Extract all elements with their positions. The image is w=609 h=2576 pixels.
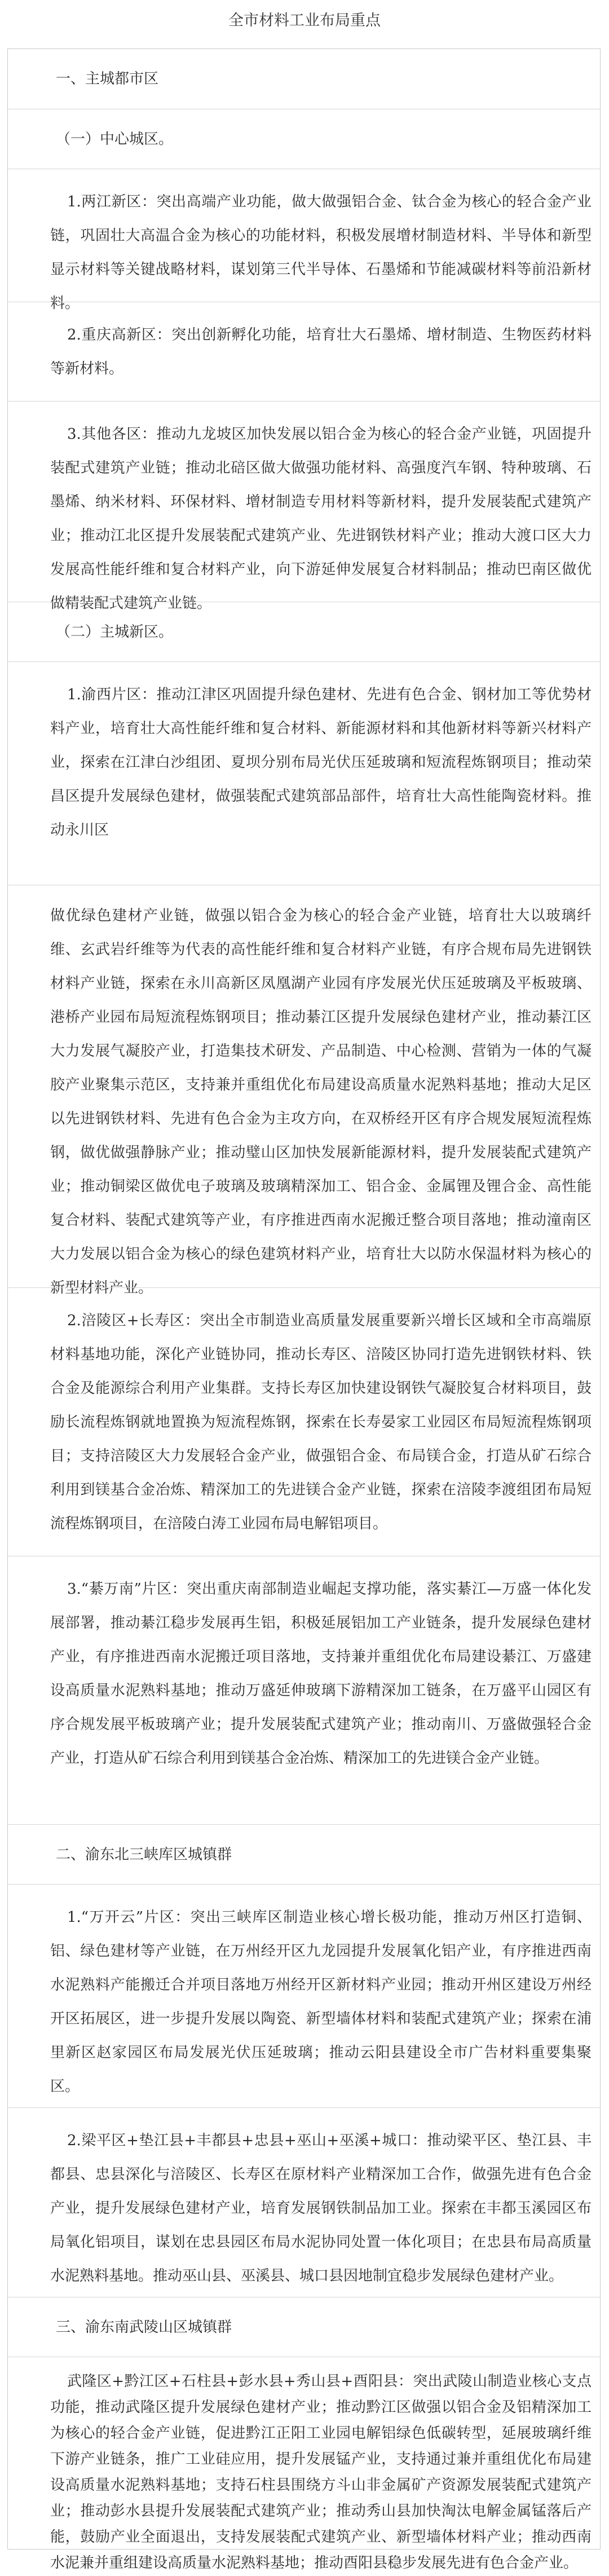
paragraph-row [8,1556,600,1824]
subsection-heading-row [8,109,600,169]
paragraph: 做优绿色建材产业链，做强以铝合金为核心的轻合金产业链，培育壮大以玻璃纤维、玄武岩纤维等为代表的高性能纤维和复合材料产业链，有序合规布局先进钢铁材料产业链，探索在永川高新区凤凰湖产业园有序发展光伏压延玻璃及平板玻璃、港桥产业园布局短流程炼钢项目；推动綦江区提升发展绿色建材产业，推动綦江区大力发展气凝胶产业，打造集技术研发、产品制造、中心检测、营销为一体的气凝胶产业聚集示范区，支持兼并重组优化布局建设高质量水泥熟料基地；推动大足区以先进钢铁材料、先进有色合金为主攻方向，在双桥经开区有序合规发展短流程炼钢，做优做强静脉产业；推动璧山区加快发展新能源材料，提升发展装配式建筑产业；推动铜梁区做优电子玻璃及玻璃精深加工、铝合金、金属锂及锂合金、高性能复合材料、装配式建筑等产业，有序推进西南水泥搬迁整合项目落地；推动潼南区大力发展以铝合金为核心的绿色建筑材料产业，培育壮大以防水保温材料为核心的新型材料产业。 [50,907,592,1296]
section-heading-row [8,49,600,109]
section-heading: 二、渝东北三峡库区城镇群 [56,1846,232,1863]
document-title: 全市材料工业布局重点 [228,12,381,29]
paragraph-row [8,1287,600,1556]
paragraph-row [8,302,600,401]
section-heading-row [8,2297,600,2357]
paragraph: 3.“綦万南”片区：突出重庆南部制造业崛起支撑功能，落实綦江—万盛一体化发展部署，推动綦江稳步发展再生铝，积极延展铝加工产业链条，提升发展绿色建材产业，有序推进西南水泥搬迁项目落地，支持兼并重组优化布局建设綦江、万盛建设高质量水泥熟料基地；推动万盛延伸玻璃下游精深加工链条，在万盛平山园区有序合规发展平板玻璃产业；提升发展装配式建筑产业；推动南川、万盛做强轻合金产业，打造从矿石综合利用到镁基合金冶炼、精深加工的先进镁合金产业链。 [50,1581,592,1767]
paragraph: 1.渝西片区：推动江津区巩固提升绿色建材、先进有色合金、钢材加工等优势材料产业，培育壮大高性能纤维和复合材料、新能源材料和其他新材料等新兴材料产业，探索在江津白沙组团、夏坝分别布局光伏压延玻璃和短流程炼钢项目；推动荣昌区提升发展绿色建材，做强装配式建筑部品部件，培育壮大高性能陶瓷材料。推动永川区 [50,686,592,839]
paragraph-row [8,2357,600,2571]
paragraph: 2.重庆高新区：突出创新孵化功能，培育壮大石墨烯、增材制造、生物医药材料等新材料。 [50,327,592,377]
paragraph-row [8,2107,600,2297]
paragraph: 3.其他各区：推动九龙坡区加快发展以铝合金为核心的轻合金产业链，巩固提升装配式建筑产业链；推动北碚区做大做强功能材料、高强度汽车钢、特种玻璃、石墨烯、纳米材料、环保材料、增材制造专用材料等新材料，提升发展装配式建筑产业；推动江北区提升发展装配式建筑产业、先进钢铁材料产业；推动大渡口区大力发展高性能纤维和复合材料产业，向下游延伸发展复合材料制品；推动巴南区做优做精装配式建筑产业链。 [50,426,592,612]
section-heading: 一、主城都市区 [56,70,159,87]
paragraph-row [8,661,600,885]
section-heading: 三、渝东南武陵山区城镇群 [56,2319,232,2336]
paragraph: 1.两江新区：突出高端产业功能，做大做强铝合金、钛合金为核心的轻合金产业链，巩固壮大高温合金为核心的功能材料，积极发展增材制造材料、半导体和新型显示材料等关键战略材料，谋划第三代半导体、石墨烯和节能减碳材料等前沿新材料。 [50,193,592,312]
subsection-heading: （一）中心城区。 [56,131,174,148]
paragraph: 武隆区+黔江区+石柱县+彭水县+秀山县+酉阳县：突出武陵山制造业核心支点功能，推动武隆区提升发展绿色建材产业；推动黔江区做强以铝合金及铝精深加工为核心的轻合金产业链，促进黔江正阳工业园电解铝绿色低碳转型，延展玻璃纤维下游产业链条，推广工业硅应用，提升发展锰产业，支持通过兼并重组优化布局建设高质量水泥熟料基地；支持石柱县围绕方斗山非金属矿产资源发展装配式建筑产业；推动彭水县提升发展装配式建筑产业；推动秀山县加快淘汰电解金属锰落后产能，鼓励产业全面退出，支持发展装配式建筑产业、新型墙体材料产业；推动西南水泥兼并重组建设高质量水泥熟料基地；推动酉阳县稳步发展先进有色合金产业。 [50,2373,592,2571]
paragraph: 1.“万开云”片区：突出三峡库区制造业核心增长极功能，推动万州区打造铜、铝、绿色建材等产业链，在万州经开区九龙园提升发展氧化铝产业，有序推进西南水泥熟料产能搬迁合并项目落地万州经开区新材料产业园；推动开州区建设万州经开区拓展区，进一步提升发展以陶瓷、新型墙体材料和装配式建筑产业；探索在浦里新区赵家园区布局发展光伏压延玻璃；推动云阳县建设全市广告材料重要集聚区。 [50,1909,592,2095]
paragraph: 2.涪陵区+长寿区：突出全市制造业高质量发展重要新兴增长区域和全市高端原材料基地功能，深化产业链协同，推动长寿区、涪陵区协同打造先进钢铁材料、铁合金及能源综合利用产业集群。支持长寿区加快建设钢铁气凝胶复合材料项目，鼓励长流程炼钢就地置换为短流程炼钢，探索在长寿晏家工业园区布局短流程炼钢项目；支持涪陵区大力发展轻合金产业，做强铝合金、布局镁合金，打造从矿石综合利用到镁基合金冶炼、精深加工的先进镁合金产业链，探索在涪陵李渡组团布局短流程炼钢项目，在涪陵白涛工业园布局电解铝项目。 [50,1312,592,1532]
paragraph-row [8,169,600,312]
paragraph-row [8,885,600,1296]
subsection-heading: （二）主城新区。 [56,624,174,641]
paragraph: 2.梁平区+垫江县+丰都县+忠县+巫山+巫溪+城口：推动梁平区、垫江县、丰都县、忠县深化与涪陵区、长寿区在原材料产业精深加工合作，做强先进有色合金产业，提升发展绿色建材产业，培育发展钢铁制品加工业。探索在丰都玉溪园区布局氧化铝项目，谋划在忠县园区布局水泥协同处置一体化项目；在忠县布局高质量水泥熟料基地。推动巫山县、巫溪县、城口县因地制宜稳步发展绿色建材产业。 [50,2132,592,2284]
subsection-heading-row [8,602,600,661]
content-table [7,48,601,2571]
paragraph-row [8,1884,600,2107]
section-heading-row [8,1824,600,1884]
paragraph-row [8,401,600,612]
